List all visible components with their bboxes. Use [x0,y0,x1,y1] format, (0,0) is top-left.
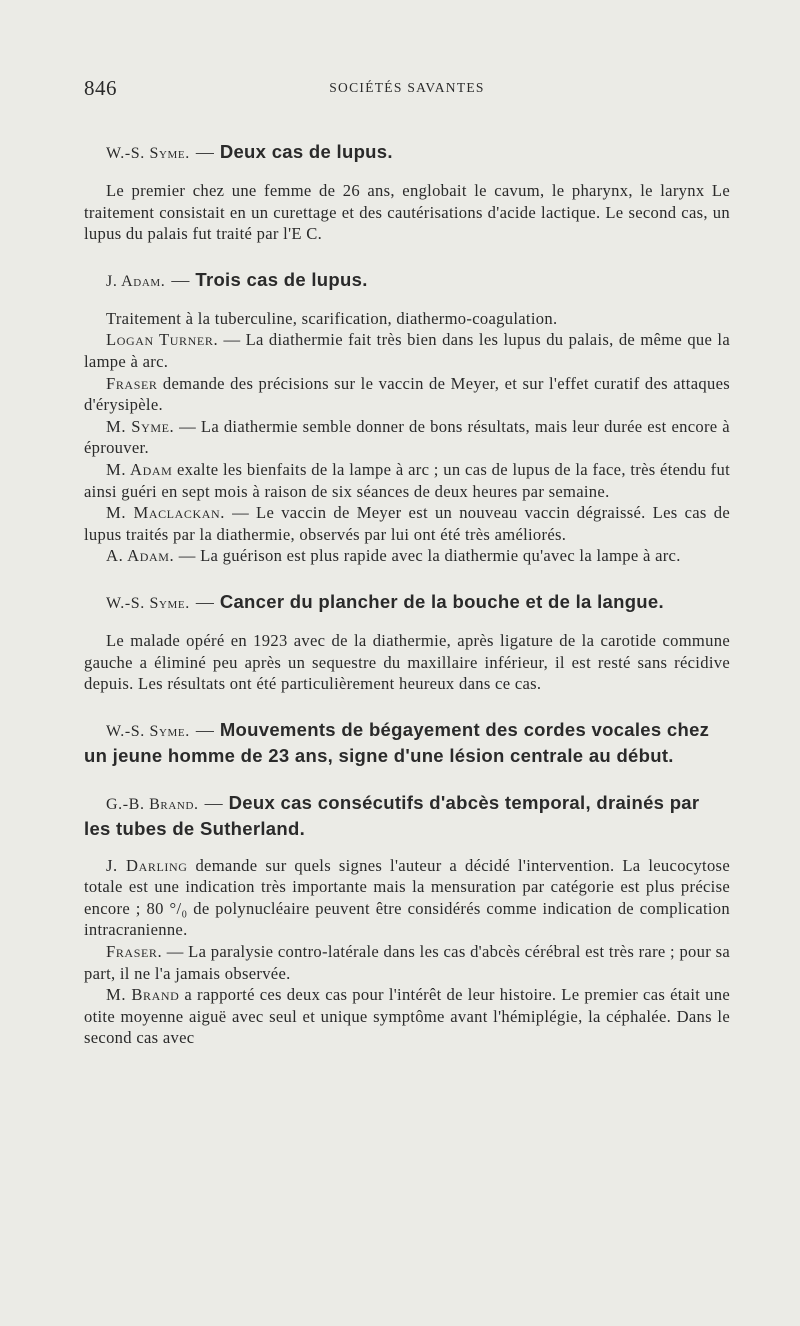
speaker-name: Fraser. [106,942,163,962]
speaker-name: M. Maclackan. [106,503,226,523]
paragraph [84,308,730,330]
section-heading [84,140,730,166]
section-heading [84,268,730,294]
paragraph-text: — La diathermie semble donner de bons résultats, mais leur durée est encore à éprouver. [84,416,730,458]
paragraph-text: a rapporté ces deux cas pour l'intérêt de leur histoire. Le premier cas était une otite moyenne aiguë avec seul et unique symptôme avant l'hémiplégie, la céphalée. Dans le second cas avec [84,985,730,1048]
em-dash-separator: — [195,142,214,162]
paragraph [84,502,730,545]
speaker-name: M. Syme. [106,416,175,436]
speaker-name: Fraser [106,373,158,393]
section-author: W.-S. Syme. [106,594,190,612]
em-dash-separator: — [171,269,190,290]
paragraph-text: — La diathermie fait très bien dans les lupus du palais, de même que la lampe à arc. [84,330,730,371]
paragraph [84,373,730,416]
paragraph-text: demande sur quels signes l'auteur a décidé l'intervention. La leucocytose totale est une indication très importante mais la mensuration par catégorie est plus précise encore ; 80 °/₀ de polynucléaire peuvent être considérés comme indication de complication intracranienne. [84,855,730,940]
section-heading [84,791,730,841]
section-title: Mouvements de bégayement des cordes vocales chez un jeune homme de 23 ans, signe d'une lésion centrale au début. [84,718,710,766]
paragraph-text: Traitement à la tuberculine, scarification, diathermo-coagulation. [106,308,558,328]
paragraph [84,416,730,459]
em-dash-separator: — [204,792,223,813]
section-heading [84,590,730,616]
em-dash-separator: — [195,719,214,740]
communication-section [84,268,730,567]
paragraph [84,329,730,372]
communication-section [84,718,730,768]
section-heading [84,718,730,768]
paragraph [84,545,730,567]
article-body [84,140,730,1072]
em-dash-separator: — [195,591,214,612]
communication-section [84,590,730,695]
paragraph-text: — Le vaccin de Meyer est un nouveau vaccin dégraissé. Les cas de lupus traités par la diathermie, observés par lui ont été très améliorés. [84,503,730,544]
paragraph [84,941,730,984]
speaker-name: M. Brand [106,985,180,1005]
paragraph [84,630,730,695]
paragraph [84,459,730,502]
paragraph-text: — La paralysie contro-latérale dans les cas d'abcès cérébral est très rare ; pour sa part, il ne l'a jamais observée. [84,942,730,983]
page-header [84,76,730,104]
speaker-name: M. Adam [106,459,173,479]
paragraph-text: Le malade opéré en 1923 avec de la diathermie, après ligature de la carotide commune gauche a éliminé peu après un sequestre du maxillaire inférieur, il est resté sans récidive depuis. Les résultats ont été particulièrement heureux dans ce cas. [84,630,730,694]
speaker-name: A. Adam. [106,546,175,566]
paragraph-text: Le premier chez une femme de 26 ans, englobait le cavum, le pharynx, le larynx Le traitement consistait en un curettage et des cautérisations d'acide lactique. Le second cas, un lupus du palais fut traité par l'E C. [84,181,730,244]
paragraph [84,855,730,941]
section-title: Trois cas de lupus. [195,268,368,290]
section-author: W.-S. Syme. [106,722,190,740]
section-title: Deux cas de lupus. [219,141,393,162]
running-head: SOCIÉTÉS SAVANTES [329,80,485,95]
communication-section [84,140,730,245]
section-title: Deux cas consécutifs d'abcès temporal, drainés par les tubes de Sutherland. [84,791,700,839]
paragraph [84,180,730,245]
communication-section [84,791,730,1049]
section-author: J. Adam. [106,272,166,290]
paragraph-text: demande des précisions sur le vaccin de Meyer, et sur l'effet curatif des attaques d'érysipèle. [84,373,730,415]
paragraph [84,984,730,1049]
paragraph-text: exalte les bienfaits de la lampe à arc ; un cas de lupus de la face, très étendu fut ainsi guéri en sept mois à raison de six séances de deux heures par semaine. [84,459,730,501]
section-title: Cancer du plancher de la bouche et de la langue. [219,590,664,612]
section-author: W.-S. Syme. [106,145,190,162]
page-number: 846 [84,76,117,100]
paragraph-text: — La guérison est plus rapide avec la diathermie qu'avec la lampe à arc. [174,546,681,566]
speaker-name: Logan Turner. [106,330,219,350]
speaker-name: J. Darling [106,855,188,875]
section-author: G.-B. Brand. [106,795,199,813]
